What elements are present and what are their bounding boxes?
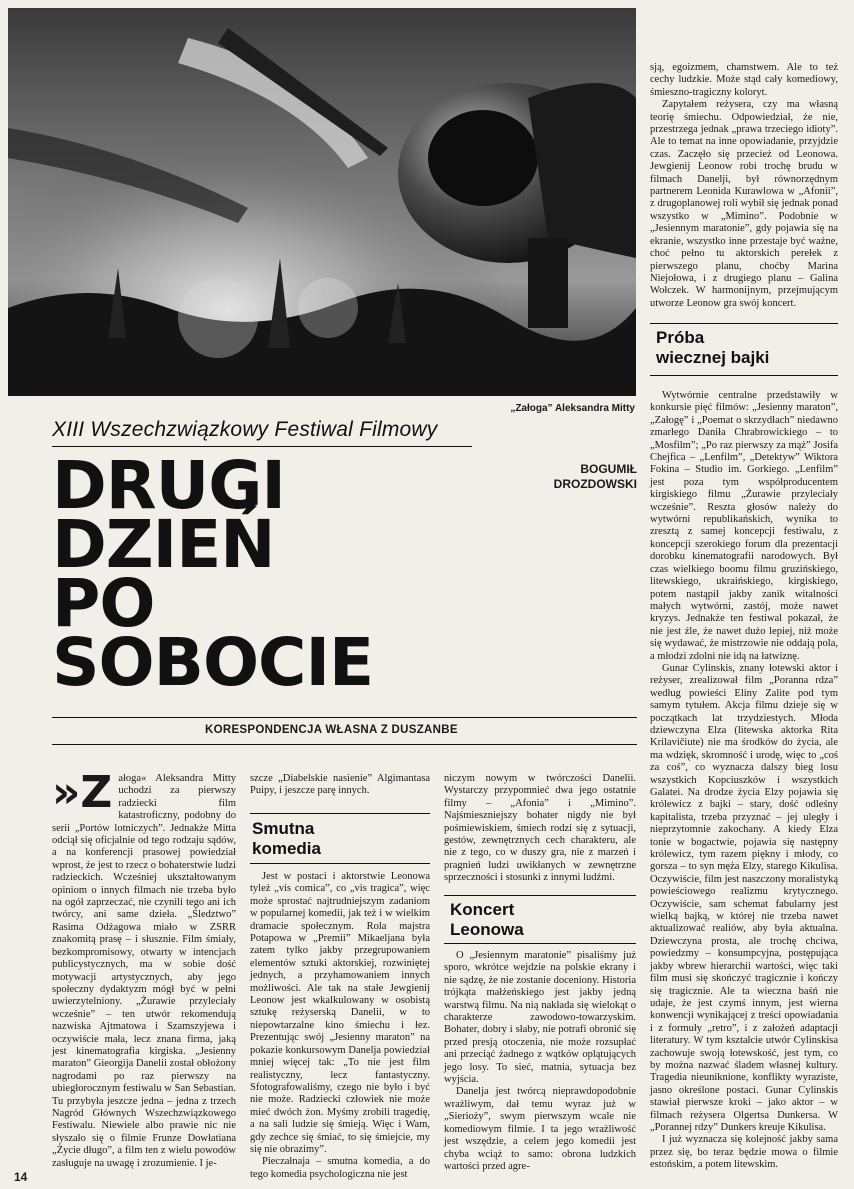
column-3-intro	[444, 773, 636, 891]
section-rule	[250, 863, 430, 864]
film-still-photo	[8, 8, 636, 396]
column-4	[650, 390, 838, 1171]
column-3-intro-text: niczym nowym w twórczości Danelii. Wystarczy przypomnieć dwa jego ostatnie filmy – „Afonia” i „Mimino”. Najśmieszniejszy bohater nigdy nie był pośmiewiskiem, śmiech rodzi się z sytuacji, gestów, zewnętrznych cech charakteru, ale nie z tego, co w duszy gra, nie z marzeń i pragnień ludzi uwikłanych w zewnętrzne sprzeczności i stosunki z innymi ludźmi.	[444, 773, 636, 884]
subheading: KORESPONDENCJA WŁASNA Z DUSZANBE	[205, 724, 458, 736]
subheading-top-rule	[52, 717, 637, 718]
festival-title: XIII Wszechzwiązkowy Festiwal Filmowy	[52, 418, 438, 441]
paragraph: Pieczałnaja – smutna komedia, a do tego komedia psychologiczna nie jest	[250, 1156, 430, 1180]
section-title-smutna-komedia	[252, 819, 430, 859]
section-title-line: Próba	[656, 328, 705, 347]
headline-line: PO	[52, 565, 155, 642]
section-title-proba-wiecznej-bajki	[656, 328, 838, 368]
paragraph: Danelja jest twórcą nieprawdopodobnie wrażliwym, dał temu wyraz już w „Sierioży”, swym pierwszym wcale nie komediowym filmie. I ta jego wrażliwość jest wszędzie, a celem jego komedii jest chyba wciąż to samo: obrona ludzkich wartości przed agre-	[444, 1086, 636, 1172]
article-headline	[52, 447, 482, 701]
paragraph: Jest w postaci i aktorstwie Leonowa tyleż „vis comica”, co „vis tragica”, więc może sprostać najtrudniejszym zadaniom w popularnej komedii, jak też i w wielkim dramacie społecznym. Rola majstra Potapowa w „Premii” Mikaeljana była zatem tylko jakby przegrupowaniem elementów sztuki aktorskiej, rozwiniętej jednych, a przyhamowaniem innych możliwości. Ale tak na stałe Jewgienij Leonow jest wkalkulowany w osobistą sztukę reżyserską Danelii, w to niepowtarzalne kino śmiechu i łez. Prezentując swój „Jesienny maraton” na pokazie konkursowym Danelja powiedział mniej więcej tak: „To nie jest film realistyczny, lecz fantastyczny. Sfotografowaliśmy, czego nie było i być nie może. Radziecki człowiek nie może mieć dwóch żon. Myśmy zrobili tragedię, a na sali ludzie się śmieją. Więc i Wam, gdy zechce się śmiać, to się śmiejcie, my się nie obrazimy”.	[250, 871, 430, 1155]
section-title-line: Koncert	[450, 900, 515, 919]
author-first-name: BOGUMIŁ	[580, 462, 637, 476]
headline-line: SOBOCIE	[52, 624, 374, 701]
section-title-line: Leonowa	[450, 920, 524, 939]
section-rule	[444, 895, 636, 896]
section-rule	[650, 375, 838, 376]
headline-line: DZIEŃ	[52, 506, 275, 583]
column-4-top	[650, 62, 838, 318]
headline-line: DRUGI	[52, 447, 285, 524]
column-3	[444, 950, 636, 1172]
paragraph: I już wyznacza się kolejność jakby sama przez się, bo teraz będzie mowa o filmie estońskim, a potem litewskim.	[650, 1134, 838, 1171]
section-title-line: Smutna	[252, 819, 315, 838]
film-still-illustration	[8, 8, 636, 396]
column-1	[52, 767, 236, 1169]
subheading-bottom-rule	[52, 744, 637, 745]
column-1-text: ałoga« Aleksandra Mitty uchodzi za pierwszy radziecki film katastroficzny, podobny do serii „Portów lotniczych”. Jednakże Mitta odciął się oficjalnie od tego rodzaju sądów, a na konferencji prasowej powiedział wprost, że jest to rzecz o bohaterstwie ludzi radzieckich. Wcześniej ukształtowanym opiniom o innych filmach nie trzeba było na ogół zaprzeczać, nie czynili tego ani ich twórcy, ani same dzieła. „Śledztwo” Rasima Odżagowa miało w ZSRR znakomitą prasę – i słusznie. Film śmiały, bezkompromisowy, otwarty w intencjach publicystycznych, ma w sobie dość motywacji artystycznych, aby jego społeczny dydaktyzm mógł być w pełni uwierzytelniony. „Żurawie przyleciały wcześnie” – ten utwór rekomendują nazwiska Ajtmatowa i Szamszyjewa i oczywiście mała, lecz znana firma, jaką jest kinematografia kirgiska. „Jesienny maraton” Gieorgija Danelii został obłożony nagrodami po raz pierwszy na ubiegłorocznym festiwalu w San Sebastian. Tu przybyła jeszcze jedna – jedna z trzech Nagród Głównych Wszechzwiązkowego Festiwalu. Niewiele albo prawie nic nie słyszało się o filmie Frunze Dowłatiana „Życie długo”, a film ten z wielu powodów zasługuje na uwagę i zrozumienie. I je-	[52, 773, 236, 1169]
paragraph: Zapytałem reżysera, czy ma własną teorię śmiechu. Odpowiedział, że nie, przestrzega jednak „prawa trzeciego idioty”. Ale to temat na inne opowiadanie, przyjdzie czas. Zaczęło się przecież od Leonowa. Jewgienij Leonow robi trochę brudu w filmach Danelji, był równorzędnym partnerem Leonida Kurawlowa w „Afonii”, z drugoplanowej roli wybił się jednak ponad wszystko w „Mimino”. Podobnie w „Jesiennym maratonie”, gdy pojawia się na ekranie, wszystko inne przestaje być ważne, choć pełno tu aktorskich perełek z pierwszego planu, choćby Marina Niejołowa, i z drugiego planu – Galina Wołczek. W harmonijnym, przejmującym utworze Leonow gra swój koncert.	[650, 99, 838, 309]
section-title-line: komedia	[252, 839, 321, 858]
author-byline	[535, 462, 637, 492]
page-number: 14	[14, 1170, 28, 1184]
drop-cap: »Z	[52, 767, 113, 818]
column-2	[250, 871, 430, 1180]
paragraph: O „Jesiennym maratonie” pisaliśmy już sporo, wkrótce wejdzie na polskie ekrany i nie sądzę, że nie zostanie doceniony. Historia trójkąta małżeńskiego jest jakby jedną warstwą filmu. Na nią nakłada się wielokąt o charakterze zawodowo-towarzyskim. Bohater, dobry i słaby, nie potrafi obronić się przed presją otoczenia, nie może rozsupłać ani przeciąć żadnego z wątków oplątujących jego losy. To sieć, matnia, sytuacja bez wyjścia.	[444, 950, 636, 1086]
section-title-koncert-leonowa	[450, 900, 636, 940]
section-title-line: wiecznej bajki	[656, 348, 770, 367]
photo-caption: „Załoga” Aleksandra Mitty	[510, 403, 635, 414]
column-2-intro-text: szcze „Diabelskie nasienie” Algimantasa Puipy, i jeszcze parę innych.	[250, 773, 430, 797]
column-4-intro-text: sją, egoizmem, chamstwem. Ale to też cechy ludzkie. Może stąd cały komediowy, śmieszno-tragiczny koloryt.	[650, 62, 838, 98]
section-rule	[650, 323, 838, 324]
section-rule	[444, 943, 636, 944]
section-rule	[250, 813, 430, 814]
paragraph: Gunar Cylinskis, znany łotewski aktor i reżyser, zrealizował film „Poranna rdza” według powieści Eliny Zalite pod tym samym tytułem. Akcja filmu dzieje się w początkach lat trzydziestych. Młoda dziewczyna Elza (litewska aktorka Rita Krilavičiute) nie ma środków do życia, ale ma wdzięk, skromność i urodę, więc to „coś za coś”, co wyznacza dalszy bieg losu wszystkich Kopciuszków i wszystkich Galatei. Na drodze życia Elzy pojawia się królewicz z bajki – stary, dość odleśny kapitalista, trzeba przyznać – jej uległy i nieprzytomnie zakochany. A kiedy Elza tonie w bogactwie, pojawia się następny królewicz, tym razem piękny i młody, co gorsza – to syn męża Elzy, starego Kikulisa. Oczywiście, film jest naszczony moralistyką powieściowego realizmu krytycznego. Oczywiście, sam schemat fabularny jest wielką bajką, w której nie trzeba nawet aktualizować realiów, aby była aktualna. Dziewczyna prosta, ale trochę chciwa, powiedzmy – konsumpcyjna, postępująca jakby wbrew hierarchii wartości, więc taki film musi się skończyć tragicznie i kończy się tragicznie. Ale ta wieczna baśń nie udaje, że jest czymś innym, jest wierna konwencji wynikającej z treści opowiadania i z formuły „retro”, i z założeń adaptacji literatury. W tym kształcie utwór Cylinskisa zachowuje swoją łotewskość, jest tym, co by można nazwać śladem własnej kultury. Tragedia nieuniknione, konflikty wyraziste, jasno określone postaci. Gunar Cylinskis stawiał pierwsze kroki – jako aktor – w filmach reżysera Olgertsa Dunkersa. W „Porannej rdzy” Dunkers kreuje Kikulisa.	[650, 662, 838, 1133]
paragraph: Wytwórnie centralne przedstawiły w konkursie pięć filmów: „Jesienny maraton”, „Załogę” i „Poemat o skrzydłach” niedawno zmarłego Daniła Chrabrowickiego – to „Mosfilm”; „Po raz pierwszy za mąż” Josifa Chejfica – „Lenfilm”, „Detektyw” Wiktora Fokina – Studio im. Gorkiego. „Lenfilm” jest poza tym współproducentem kirgiskiego filmu „Żurawie przyleciały wcześnie”. Reszta głosów należy do wytwórni republikańskich, wynika to zresztą z samej koncepcji festiwalu, z koncepcji szerokiego forum dla prezentacji dorobku kinematografii narodowych. Był czas wielkiego boomu filmu gruzińskiego, litewskiego, ukraińskiego, kirgiskiego, potem nastąpił jakby zanik witalności małych wytwórni, zastój, może nawet kryzys. Jednakże ten festiwal pokazał, że nie jest źle, że nawet dużo lepiej, niż może się wydawać, że mistrzowie nie oddają pola, a młodzi zdolni nie idą na łatwiznę.	[650, 390, 838, 662]
column-2-intro	[250, 773, 430, 811]
author-last-name: DROZDOWSKI	[553, 477, 637, 491]
